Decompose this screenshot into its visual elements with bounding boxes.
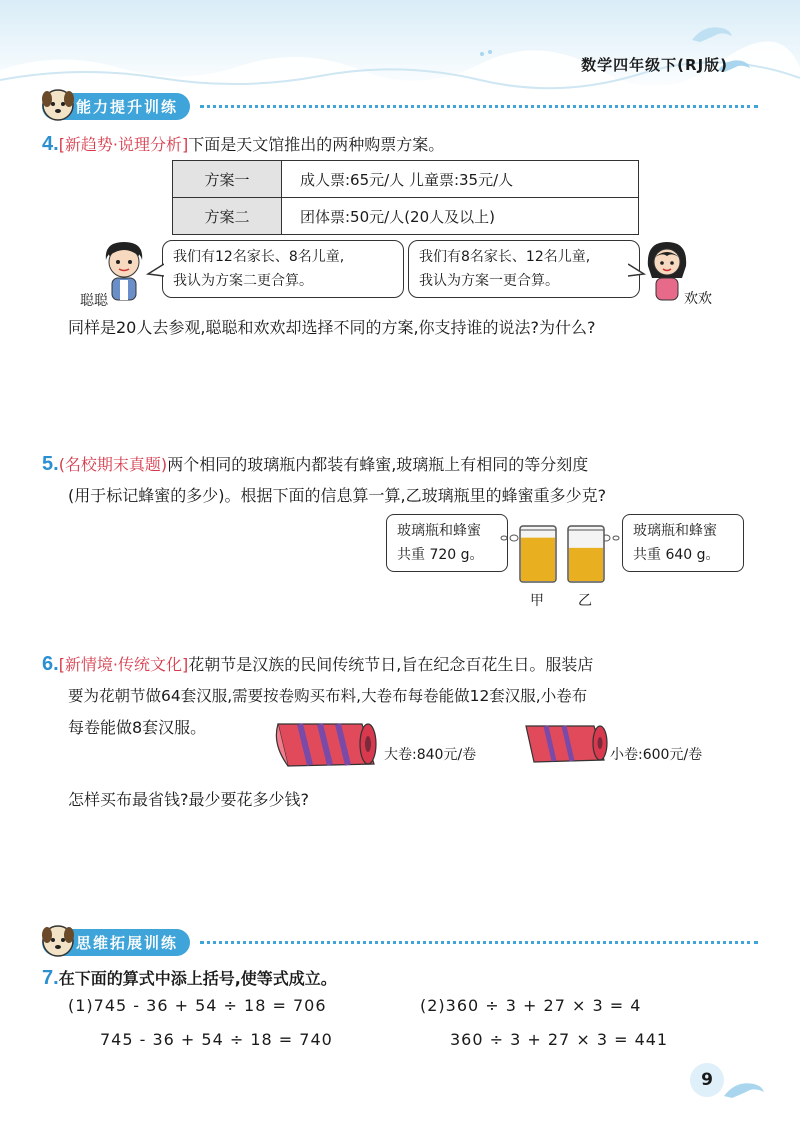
question-number: 6. — [42, 653, 59, 675]
bubble-text: 共重 720 g。 — [397, 547, 484, 563]
question-tag: [新趋势·说理分析] — [58, 135, 189, 154]
table-cell: 成人票:65元/人 儿童票:35元/人 — [282, 161, 639, 198]
bubble-text: 我认为方案二更合算。 — [173, 273, 313, 289]
dolphin-icon — [690, 22, 734, 46]
section-banner-thinking — [42, 928, 758, 956]
jar-jia — [520, 526, 556, 582]
q7-line — [42, 962, 337, 995]
equation: 745 - 36 + 54 ÷ 18 = 740 — [100, 1030, 333, 1049]
bubble-text: 我们有12名家长、8名儿童, — [173, 249, 345, 265]
ticket-plan-table — [172, 160, 639, 235]
bubble-text: 玻璃瓶和蜂蜜 — [633, 523, 717, 539]
question-text: 两个相同的玻璃瓶内都装有蜂蜜,玻璃瓶上有相同的等分刻度 — [167, 455, 589, 474]
question-tag: (名校期末真题) — [58, 455, 168, 474]
book-title: 数学四年级下(RJ版) — [581, 56, 728, 74]
table-row — [173, 198, 639, 235]
q4-question: 同样是20人去参观,聪聪和欢欢却选择不同的方案,你支持谁的说法?为什么? — [68, 318, 596, 337]
dotted-divider — [200, 941, 758, 944]
table-cell: 方案二 — [173, 198, 282, 235]
bubble-text: 玻璃瓶和蜂蜜 — [397, 523, 481, 539]
price-label: 大卷:840元/卷 — [384, 747, 477, 763]
section-label-text: 思维拓展训练 — [76, 933, 179, 952]
q4-line — [42, 128, 444, 161]
speech-bubble — [162, 240, 404, 298]
honey-fill — [569, 548, 603, 581]
q6-line — [42, 648, 593, 681]
question-text: 要为花朝节做64套汉服,需要按卷购买布料,大卷布每卷能做12套汉服,小卷布 — [68, 687, 588, 705]
mascot-dog-icon — [38, 85, 78, 125]
question-number: 4. — [42, 133, 59, 155]
speech-bubble — [386, 514, 508, 572]
bubble-tail — [146, 262, 164, 280]
character-name: 聪聪 — [80, 293, 108, 309]
page-number: 9 — [690, 1063, 724, 1097]
mascot-dog-icon — [38, 921, 78, 961]
equation: (1)745 - 36 + 54 ÷ 18 = 706 — [68, 996, 327, 1015]
question-text: 下面是天文馆推出的两种购票方案。 — [188, 135, 445, 154]
bubble-text: 共重 640 g。 — [633, 547, 720, 563]
price-label: 小卷:600元/卷 — [610, 747, 703, 763]
small-fabric-roll-icon — [520, 718, 612, 770]
q6-question: 怎样买布最省钱?最少要花多少钱? — [68, 790, 309, 809]
question-text: 每卷能做8套汉服。 — [68, 718, 207, 737]
question-text: 在下面的算式中添上括号,使等式成立。 — [58, 969, 337, 988]
section-label — [42, 93, 190, 120]
big-fabric-roll-icon — [270, 714, 382, 774]
speech-bubble — [408, 240, 640, 298]
question-number: 5. — [42, 453, 59, 475]
table-cell: 团体票:50元/人(20人及以上) — [282, 198, 639, 235]
splash-icon — [478, 48, 496, 60]
bubble-text: 我们有8名家长、12名儿童, — [419, 249, 591, 265]
question-tag: [新情境·传统文化] — [58, 655, 189, 674]
bubble-text: 我认为方案一更合算。 — [419, 273, 559, 289]
character-name: 欢欢 — [684, 291, 712, 307]
honey-jars — [514, 522, 610, 586]
section-banner-ability — [42, 92, 758, 120]
table-row — [173, 161, 639, 198]
dolphin-icon — [722, 1078, 766, 1102]
speech-bubble — [622, 514, 744, 572]
section-label-text: 能力提升训练 — [76, 97, 179, 116]
dotted-divider — [200, 105, 758, 108]
equation: 360 ÷ 3 + 27 × 3 = 441 — [450, 1030, 669, 1049]
jar-yi — [568, 526, 604, 582]
jar-label: 甲 — [530, 593, 544, 609]
section-label — [42, 929, 190, 956]
q5-line — [42, 448, 588, 481]
equation: (2)360 ÷ 3 + 27 × 3 = 4 — [420, 996, 642, 1015]
question-number: 7. — [42, 967, 59, 989]
jar-label: 乙 — [578, 593, 592, 609]
question-text: (用于标记蜂蜜的多少)。根据下面的信息算一算,乙玻璃瓶里的蜂蜜重多少克? — [68, 486, 607, 505]
question-text: 花朝节是汉族的民间传统节日,旨在纪念百花生日。服装店 — [188, 655, 594, 674]
table-cell: 方案一 — [173, 161, 282, 198]
honey-fill — [521, 538, 555, 581]
